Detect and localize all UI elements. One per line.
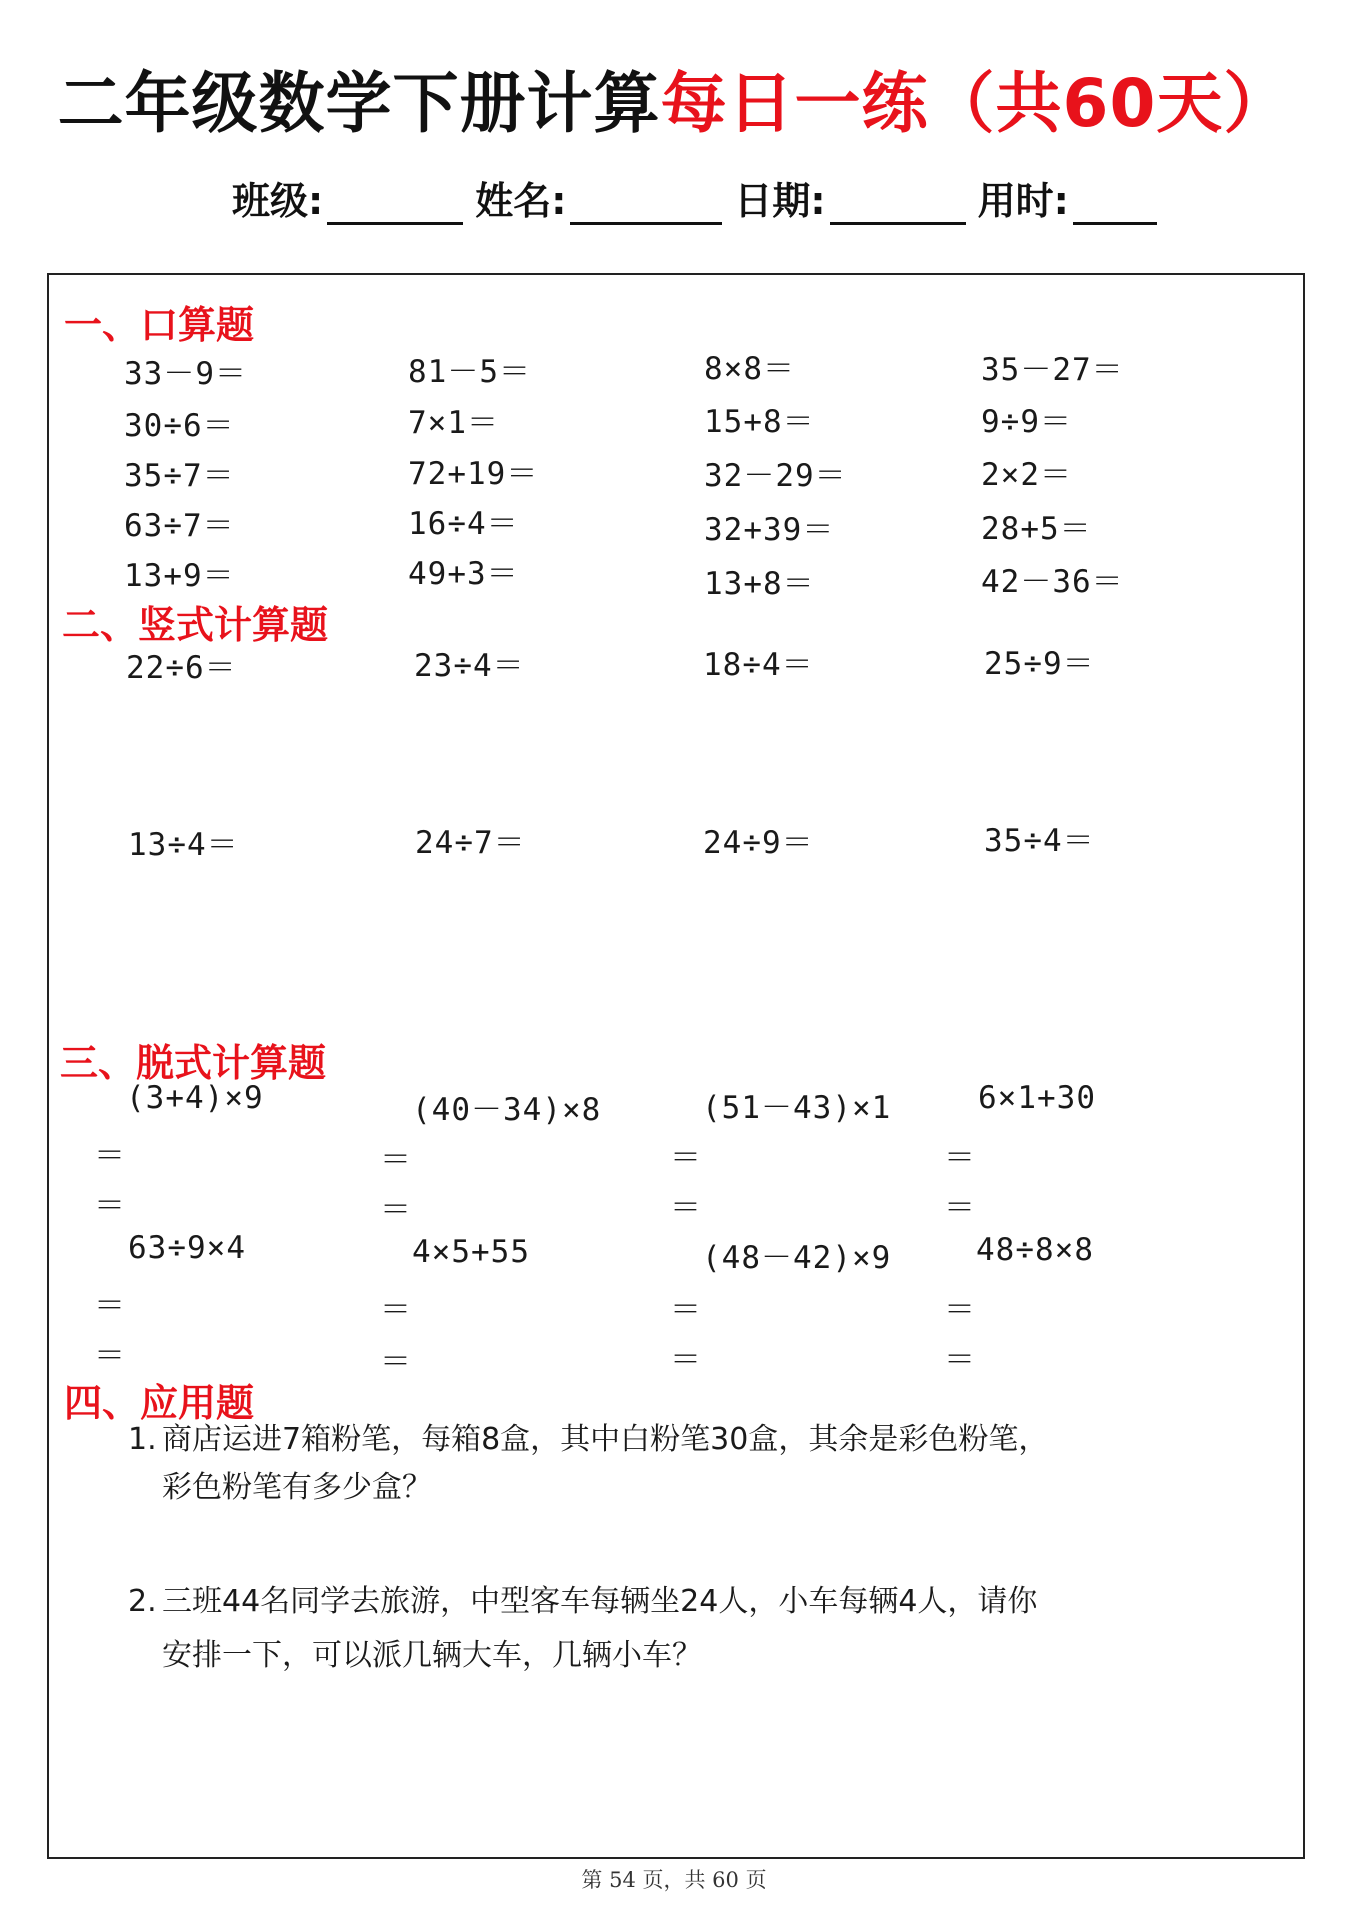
oral-item: 63÷7＝ xyxy=(124,508,235,544)
stepwise-item: (51－43)×1 xyxy=(702,1090,892,1126)
title-black-part: 二年级数学下册计算 xyxy=(57,65,661,142)
oral-item: 35－27＝ xyxy=(981,352,1124,388)
date-field xyxy=(734,170,977,225)
name-field xyxy=(475,170,734,225)
time-label: 用时: xyxy=(977,179,1069,223)
equals-sign: ＝ xyxy=(944,1292,975,1328)
equals-sign: ＝ xyxy=(380,1142,411,1178)
vertical-item: 24÷7＝ xyxy=(415,825,526,861)
class-label: 班级: xyxy=(232,179,324,223)
oral-item: 30÷6＝ xyxy=(124,408,235,444)
vertical-item: 13÷4＝ xyxy=(128,827,239,863)
section3-heading: 三、脱式计算题 xyxy=(60,1041,327,1085)
equals-sign: ＝ xyxy=(944,1140,975,1176)
vertical-item: 18÷4＝ xyxy=(703,647,814,683)
oral-item: 42－36＝ xyxy=(981,564,1124,600)
stepwise-item: 4×5+55 xyxy=(412,1234,530,1270)
vertical-item: 22÷6＝ xyxy=(126,650,237,686)
oral-item: 15+8＝ xyxy=(704,404,815,440)
name-label: 姓名: xyxy=(475,179,567,223)
class-field xyxy=(232,170,475,225)
word-problem-1 xyxy=(128,1416,1188,1512)
problem-number: 1. xyxy=(128,1422,157,1457)
vertical-item: 35÷4＝ xyxy=(984,823,1095,859)
equals-sign: ＝ xyxy=(380,1344,411,1380)
equals-sign: ＝ xyxy=(380,1192,411,1228)
vertical-item: 25÷9＝ xyxy=(984,646,1095,682)
stepwise-item: (40－34)×8 xyxy=(412,1092,602,1128)
oral-item: 49+3＝ xyxy=(408,556,519,592)
date-label: 日期: xyxy=(734,179,826,223)
equals-sign: ＝ xyxy=(944,1342,975,1378)
oral-item: 32－29＝ xyxy=(704,458,847,494)
section4-heading: 四、应用题 xyxy=(64,1381,255,1425)
oral-item: 28+5＝ xyxy=(981,511,1092,547)
equals-sign: ＝ xyxy=(670,1190,701,1226)
stepwise-item: 63÷9×4 xyxy=(128,1230,246,1266)
word-problem-2 xyxy=(128,1578,1188,1680)
oral-item: 35÷7＝ xyxy=(124,458,235,494)
oral-item: 2×2＝ xyxy=(981,457,1072,493)
oral-item: 9÷9＝ xyxy=(981,404,1072,440)
oral-item: 33－9＝ xyxy=(124,356,247,392)
problem-text-line1: 商店运进7箱粉笔，每箱8盒，其中白粉笔30盒，其余是彩色粉笔， xyxy=(162,1422,1049,1457)
stepwise-item: 6×1+30 xyxy=(978,1080,1096,1116)
stepwise-item: (48－42)×9 xyxy=(702,1240,892,1276)
name-blank[interactable] xyxy=(570,184,722,225)
time-blank[interactable] xyxy=(1073,184,1157,225)
page-title xyxy=(0,50,1348,145)
problem-text-line2: 安排一下，可以派几辆大车，几辆小车？ xyxy=(162,1638,702,1673)
equals-sign: ＝ xyxy=(94,1138,125,1174)
problem-text-line1: 三班44名同学去旅游，中型客车每辆坐24人，小车每辆4人，请你 xyxy=(162,1584,1038,1619)
section2-heading: 二、竖式计算题 xyxy=(62,603,329,647)
oral-item: 13+9＝ xyxy=(124,558,235,594)
equals-sign: ＝ xyxy=(670,1342,701,1378)
student-info-line xyxy=(232,175,1169,225)
equals-sign: ＝ xyxy=(944,1190,975,1226)
date-blank[interactable] xyxy=(830,184,966,225)
oral-item: 7×1＝ xyxy=(408,405,499,441)
page-footer: 第 54 页，共 60 页 xyxy=(581,1868,767,1892)
oral-item: 13+8＝ xyxy=(704,566,815,602)
oral-item: 72+19＝ xyxy=(408,456,539,492)
equals-sign: ＝ xyxy=(380,1292,411,1328)
equals-sign: ＝ xyxy=(94,1338,125,1374)
equals-sign: ＝ xyxy=(94,1188,125,1224)
stepwise-item: 48÷8×8 xyxy=(976,1232,1094,1268)
title-red-part: 每日一练（共60天） xyxy=(660,65,1291,142)
problem-number: 2. xyxy=(128,1584,157,1619)
problem-text-line2: 彩色粉笔有多少盒？ xyxy=(162,1470,432,1505)
oral-item: 8×8＝ xyxy=(704,351,795,387)
time-field xyxy=(978,170,1169,225)
oral-item: 32+39＝ xyxy=(704,512,835,548)
oral-item: 16÷4＝ xyxy=(408,506,519,542)
vertical-item: 24÷9＝ xyxy=(703,825,814,861)
equals-sign: ＝ xyxy=(670,1292,701,1328)
stepwise-item: (3+4)×9 xyxy=(126,1080,264,1116)
equals-sign: ＝ xyxy=(670,1140,701,1176)
equals-sign: ＝ xyxy=(94,1288,125,1324)
class-blank[interactable] xyxy=(327,184,463,225)
oral-item: 81－5＝ xyxy=(408,354,531,390)
section1-heading: 一、口算题 xyxy=(64,303,255,347)
vertical-item: 23÷4＝ xyxy=(414,648,525,684)
